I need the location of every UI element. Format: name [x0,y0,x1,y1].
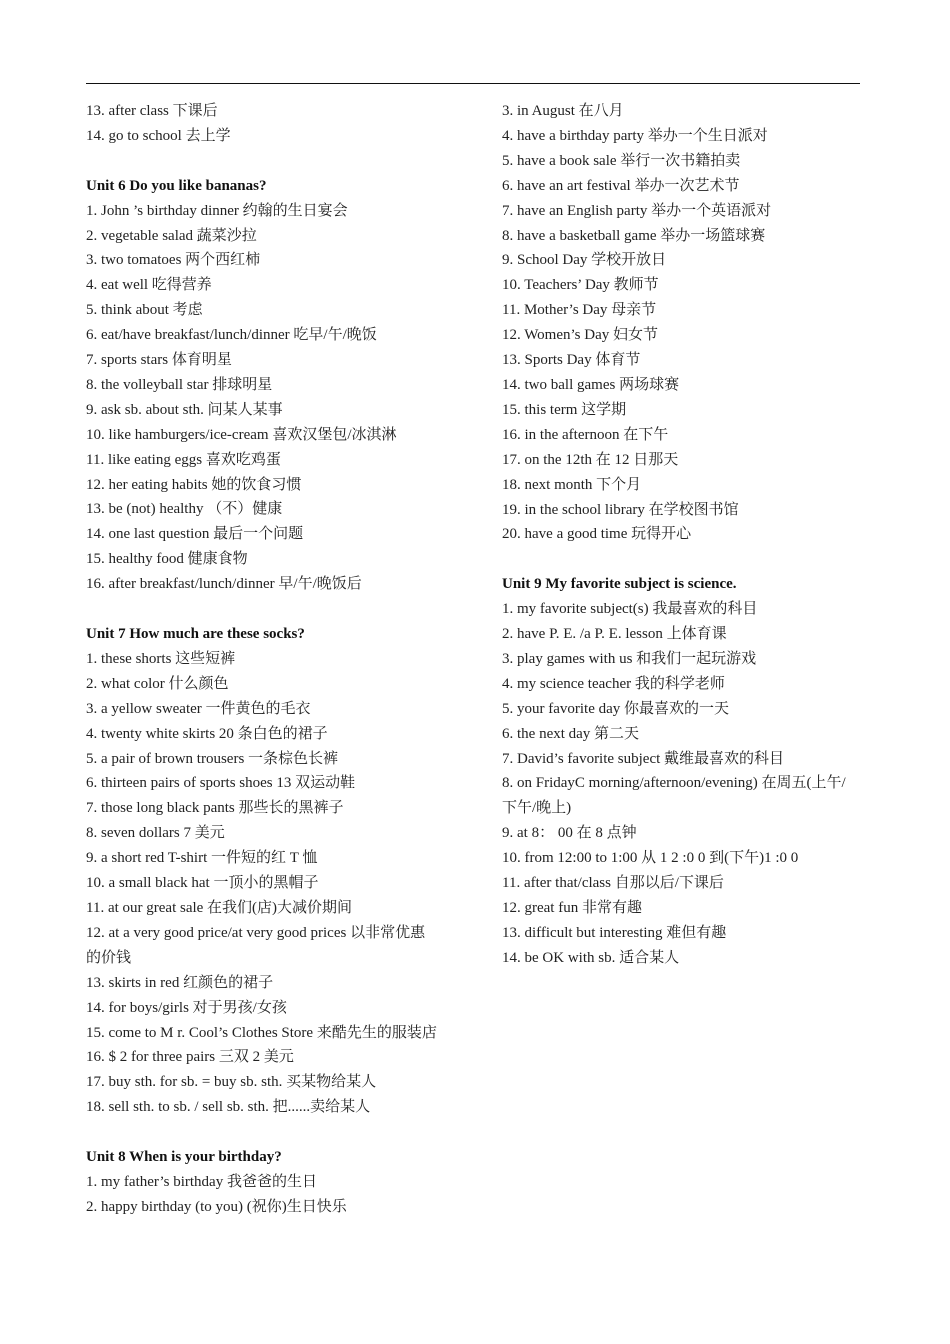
list-item: 2. what color 什么颜色 [86,675,229,692]
list-item: 12. great fun 非常有趣 [502,899,642,916]
list-item: 10. Teachers’ Day 教师节 [502,277,659,294]
list-item: 12. her eating habits 她的饮食习惯 [86,476,302,493]
list-item: 2. happy birthday (to you) (祝你)生日快乐 [86,1198,347,1215]
list-item: 20. have a good time 玩得开心 [502,526,692,543]
list-item: 10. like hamburgers/ice-cream 喜欢汉堡包/冰淇淋 [86,426,397,443]
list-item: 10. from 12:00 to 1:00 从 1 2 :0 0 到(下午)1 :0 0 [502,850,799,867]
spacer [86,149,438,174]
list-item: 5. think about 考虑 [86,302,203,319]
list-item: 6. eat/have breakfast/lunch/dinner 吃早/午/晚饭 [86,327,377,344]
list-item: 15. come to M r. Cool’s Clothes Store 来酷先生的服装店 [86,1024,437,1041]
list-item: 9. ask sb. about sth. 问某人某事 [86,401,283,418]
list-item: 12. at a very good price/at very good prices 以非常优惠的价钱 [86,924,426,966]
list-item: 1. my father’s birthday 我爸爸的生日 [86,1173,317,1190]
list-item: 13. Sports Day 体育节 [502,352,641,369]
list-item: 7. those long black pants 那些长的黑裤子 [86,800,344,817]
list-item: 8. the volleyball star 排球明星 [86,376,273,393]
list-item: 3. two tomatoes 两个西红柿 [86,252,261,269]
unit8-heading: Unit 8 When is your birthday? [86,1149,282,1166]
list-item: 9. a short red T-shirt 一件短的红 T 恤 [86,850,318,867]
list-item: 11. Mother’s Day 母亲节 [502,302,657,319]
unit6-heading: Unit 6 Do you like bananas? [86,177,267,194]
list-item: 18. sell sth. to sb. / sell sb. sth. 把......卖给某人 [86,1099,371,1116]
list-item: 14. for boys/girls 对于男孩/女孩 [86,999,287,1016]
list-item: 7. David’s favorite subject 戴维最喜欢的科目 [502,750,785,767]
list-item: 14. go to school 去上学 [86,127,231,144]
list-item: 14. two ball games 两场球赛 [502,376,680,393]
list-item: 3. play games with us 和我们一起玩游戏 [502,650,757,667]
list-item: 6. the next day 第二天 [502,725,640,742]
list-item: 17. on the 12th 在 12 日那天 [502,451,679,468]
list-item: 2. have P. E. /a P. E. lesson 上体育课 [502,626,727,643]
list-item: 9. at 8： 00 在 8 点钟 [502,825,637,842]
list-item: 13. after class 下课后 [86,103,218,119]
spacer [502,547,854,572]
list-item: 8. have a basketball game 举办一场篮球赛 [502,227,766,244]
list-item: 16. in the afternoon 在下午 [502,426,669,443]
list-item: 5. have a book sale 举行一次书籍拍卖 [502,152,741,169]
spacer [86,1120,438,1145]
list-item: 13. skirts in red 红颜色的裙子 [86,974,274,991]
list-item: 16. after breakfast/lunch/dinner 早/午/晚饭后 [86,576,362,593]
list-item: 9. School Day 学校开放日 [502,252,667,269]
list-item: 6. have an art festival 举办一次艺术节 [502,177,740,194]
list-item: 7. have an English party 举办一个英语派对 [502,202,772,219]
list-item: 13. be (not) healthy （不）健康 [86,501,283,518]
list-item: 11. at our great sale 在我们(店)大减价期间 [86,899,353,916]
right-column [502,99,854,971]
list-item: 6. thirteen pairs of sports shoes 13 双运动鞋 [86,775,356,792]
list-item: 18. next month 下个月 [502,476,642,493]
list-item: 10. a small black hat 一顶小的黑帽子 [86,875,319,892]
list-item: 15. this term 这学期 [502,401,627,418]
unit7-heading: Unit 7 How much are these socks? [86,626,305,642]
list-item: 3. a yellow sweater 一件黄色的毛衣 [86,700,311,717]
list-item: 19. in the school library 在学校图书馆 [502,501,739,518]
list-item: 11. after that/class 自那以后/下课后 [502,875,724,892]
list-item: 3. in August 在八月 [502,103,624,119]
list-item: 4. have a birthday party 举办一个生日派对 [502,127,768,144]
list-item: 17. buy sth. for sb. = buy sb. sth. 买某物给某人 [86,1074,377,1091]
list-item: 13. difficult but interesting 难但有趣 [502,924,727,941]
list-item: 11. like eating eggs 喜欢吃鸡蛋 [86,451,281,468]
list-item: 7. sports stars 体育明星 [86,352,232,369]
header-rule [86,83,860,84]
unit9-heading: Unit 9 My favorite subject is science. [502,576,737,593]
list-item: 1. my favorite subject(s) 我最喜欢的科目 [502,601,758,618]
list-item: 14. one last question 最后一个问题 [86,526,304,543]
list-item: 4. twenty white skirts 20 条白色的裙子 [86,725,328,742]
list-item: 15. healthy food 健康食物 [86,551,248,568]
list-item: 1. these shorts 这些短裤 [86,650,236,667]
list-item: 14. be OK with sb. 适合某人 [502,949,680,966]
list-item: 5. a pair of brown trousers 一条棕色长裤 [86,750,339,767]
left-column [86,99,438,1220]
list-item: 4. my science teacher 我的科学老师 [502,675,725,692]
list-item: 1. John ’s birthday dinner 约翰的生日宴会 [86,202,348,219]
list-item: 8. on FridayC morning/afternoon/evening) 在周五(上午/下午/晚上) [502,775,846,817]
list-item: 4. eat well 吃得营养 [86,277,212,294]
spacer [86,597,438,622]
list-item: 16. $ 2 for three pairs 三双 2 美元 [86,1049,294,1066]
list-item: 8. seven dollars 7 美元 [86,825,225,842]
list-item: 12. Women’s Day 妇女节 [502,327,659,344]
list-item: 2. vegetable salad 蔬菜沙拉 [86,227,257,244]
list-item: 5. your favorite day 你最喜欢的一天 [502,700,730,717]
